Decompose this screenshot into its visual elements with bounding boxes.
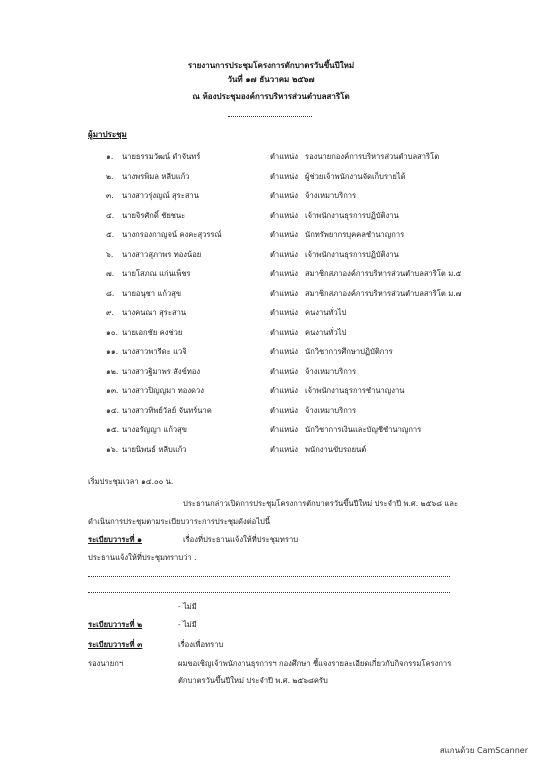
camscanner-watermark: สแกนด้วย CamScanner <box>439 746 528 755</box>
attendee-position: จ้างเหมาบริการ <box>305 367 357 376</box>
attendee-name: นายนิพนธ์ หลีบแก้ว <box>122 445 187 454</box>
position-label: ตำแหน่ง <box>270 425 298 434</box>
start-time: เริ่มประชุมเวลา ๑๔.๐๐ น. <box>88 477 174 486</box>
position-label: ตำแหน่ง <box>270 347 298 356</box>
position-label: ตำแหน่ง <box>270 152 298 161</box>
attendee-number: ๑๔. <box>106 406 119 415</box>
attendee-name: นางสาวปิญญมา ทองดวง <box>122 386 204 395</box>
attendee-name: นางสาวรุ่งญณ์ สุระสาน <box>122 191 199 200</box>
position-label: ตำแหน่ง <box>270 308 298 317</box>
position-label: ตำแหน่ง <box>270 269 298 278</box>
attendee-position: รองนายกองค์การบริหารส่วนตำบลสาริโต <box>305 152 440 161</box>
attendee-name: นางสาวสุภาพร ทองน้อย <box>122 250 202 259</box>
attendee-position: คนงานทั่วไป <box>305 328 347 337</box>
agenda-3-text-1: ผมขอเชิญเจ้าพนักงานธุรการฯ กองศึกษา ชี้แจงรายละเอียดเกี่ยวกับกิจกรรมโครงการ <box>178 659 452 668</box>
attendees-heading: ผู้มาประชุม <box>88 129 127 139</box>
attendee-name: นายจิรศักดิ์ ชัยชนะ <box>122 211 186 220</box>
attendee-number: ๑. <box>106 152 114 161</box>
attendee-number: ๙. <box>106 308 114 317</box>
attendee-number: ๑๕. <box>106 425 119 434</box>
opening-line-1: ประธานกล่าวเปิดการประชุมโครงการตักบาตรวันขึ้นปีใหม่ ประจำปี พ.ศ. ๒๕๖๘ และ <box>183 499 459 508</box>
position-label: ตำแหน่ง <box>270 211 298 220</box>
position-label: ตำแหน่ง <box>270 328 298 337</box>
attendee-name: นายโสภณ แก่นเพ็ชร <box>122 269 191 278</box>
attendee-position: ผู้ช่วยเจ้าพนักงานจัดเก็บรายได้ <box>305 172 406 181</box>
attendee-number: ๓. <box>106 191 114 200</box>
attendee-position: นักวิชาการเงินและบัญชีชำนาญการ <box>305 425 422 434</box>
agenda-1-none: - ไม่มี <box>178 602 197 611</box>
attendee-name: นางกรองกาญจน์ คงคะสุวรรณ์ <box>122 230 222 239</box>
attendee-name: นางสาวทิพย์วัลย์ จันทร์นาค <box>122 406 212 415</box>
attendee-number: ๕. <box>106 230 115 239</box>
attendee-number: ๖. <box>106 250 114 259</box>
attendee-name: นายอนุชา แก้วสุข <box>122 289 182 298</box>
attendee-position: นักทรัพยากรบุคคลชำนาญการ <box>305 230 405 239</box>
attendee-name: นางอรัญญา แก้วสุข <box>122 425 188 434</box>
attendee-name: นางพรพิมล หลีบแก้ว <box>122 172 190 181</box>
agenda-2-label: ระเบียบวาระที่ ๒ <box>88 620 143 629</box>
attendee-position: สมาชิกสภาองค์การบริหารส่วนตำบลสาริโต ม.๗ <box>305 289 462 298</box>
attendee-number: ๗. <box>106 269 115 278</box>
position-label: ตำแหน่ง <box>270 172 298 181</box>
attendee-name: นายเอกชัย คงช่วย <box>122 328 183 337</box>
attendee-position: จ้างเหมาบริการ <box>305 406 357 415</box>
position-label: ตำแหน่ง <box>270 386 298 395</box>
dotted-line <box>88 576 450 577</box>
agenda-3-label: ระเบียบวาระที่ ๓ <box>88 640 143 649</box>
report-title: รายงานการประชุมโครงการตักบาตรวันขึ้นปีใหม่ <box>187 60 355 70</box>
agenda-1-title: เรื่องที่ประธานแจ้งให้ที่ประชุมทราบ <box>183 535 299 544</box>
attendee-position: จ้างเหมาบริการ <box>305 191 357 200</box>
speaker-label: รองนายกฯ <box>88 659 124 668</box>
attendee-number: ๑๐. <box>106 328 118 337</box>
attendee-number: ๔. <box>106 211 115 220</box>
attendee-name: นายธรรมวัฒน์ ดำจันทร์ <box>122 152 201 161</box>
position-label: ตำแหน่ง <box>270 289 298 298</box>
position-label: ตำแหน่ง <box>270 367 298 376</box>
attendee-number: ๒. <box>106 172 114 181</box>
agenda-3-text-2: ตักบาตรวันขึ้นปีใหม่ ประจำปี พ.ศ. ๒๕๖๘ครับ <box>178 676 328 685</box>
opening-line-2: ดำเนินการประชุมตามระเบียบวาระการประชุมดังต่อไปนี้ <box>88 517 271 526</box>
attendee-name: นางสาวฐิมาพร สังข์ทอง <box>122 367 201 376</box>
agenda-1-label: ระเบียบวาระที่ ๑ <box>88 535 142 544</box>
position-label: ตำแหน่ง <box>270 250 298 259</box>
attendee-name: นางคนณา สุระสาน <box>122 308 187 317</box>
attendee-position: เจ้าพนักงานธุรการปฏิบัติงาน <box>305 211 399 220</box>
attendee-position: สมาชิกสภาองค์การบริหารส่วนตำบลสาริโต ม.๕ <box>305 269 462 278</box>
attendee-number: ๑๓. <box>106 386 119 395</box>
agenda-3-title: เรื่องเพื่อทราบ <box>178 640 224 649</box>
attendee-position: เจ้าพนักงานธุรการชำนาญงาน <box>305 386 405 395</box>
header-dotted-divider <box>228 116 312 117</box>
agenda-2-none: - ไม่มี <box>178 620 197 629</box>
attendee-position: นักวิชาการศึกษาปฏิบัติการ <box>305 347 393 356</box>
attendee-name: นางสาวพารีดะ แวจิ <box>122 347 187 356</box>
attendee-position: พนักงานขับรถยนต์ <box>305 445 367 454</box>
position-label: ตำแหน่ง <box>270 406 298 415</box>
attendee-number: ๑๖. <box>106 445 119 454</box>
position-label: ตำแหน่ง <box>270 445 298 454</box>
report-date: วันที่ ๑๗ ธันวาคม ๒๕๖๗ <box>227 74 315 84</box>
report-venue: ณ ห้องประชุมองค์การบริหารส่วนตำบลสาริโต <box>192 91 350 101</box>
attendee-number: ๑๒. <box>106 367 119 376</box>
attendee-position: คนงานทั่วไป <box>305 308 347 317</box>
position-label: ตำแหน่ง <box>270 191 298 200</box>
position-label: ตำแหน่ง <box>270 230 298 239</box>
attendee-position: เจ้าพนักงานธุรการปฏิบัติงาน <box>305 250 399 259</box>
attendee-number: ๑๑. <box>106 347 119 356</box>
dotted-line <box>88 592 450 593</box>
agenda-1-text: ประธานแจ้งให้ที่ประชุมทราบว่า . <box>88 553 197 562</box>
attendee-number: ๘. <box>106 289 115 298</box>
